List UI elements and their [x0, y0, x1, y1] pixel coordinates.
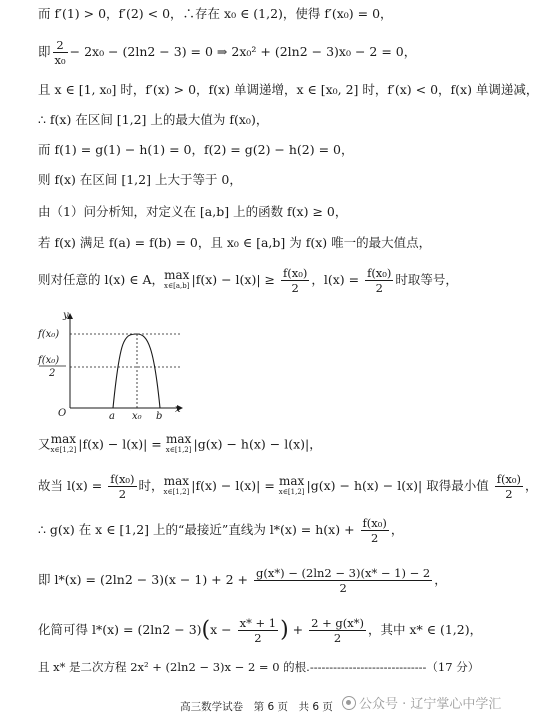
- line-text: − 2x₀ − (2ln2 − 3) = 0 ⇒ 2x₀² + (2ln2 − 3)x₀ − 2 = 0，: [69, 44, 417, 59]
- fraction-fx0-over-2: $\frac{\text{f(x₀)}}{2}$: [367, 266, 392, 295]
- solution-line-3: [38, 82, 538, 98]
- solution-line-12: [38, 516, 501, 545]
- line-text: 又: [38, 436, 51, 452]
- line-text: ∴ g(x) 在 x ∈ [1,2] 上的“最接近”直线为 l*(x) = h(x) +: [38, 522, 359, 537]
- max-operator-12: max x∈[1,2]: [50, 432, 77, 454]
- solution-line-1: [38, 6, 501, 22]
- right-paren: ): [280, 617, 289, 643]
- y-axis-label: y: [63, 310, 69, 321]
- line-text: ，l(x) =: [311, 272, 364, 287]
- max-operator-12: max x∈[1,2]: [278, 473, 305, 496]
- line-text: 且 x* 是二次方程 2x² + (2ln2 − 3)x − 2 = 0 的根.------------------------------（17 分）: [38, 660, 480, 674]
- fraction-2-plus-g-over-2: $\frac{2 + g(x*)}{2}$: [311, 616, 364, 645]
- line-text: ，其中 x* ∈ (1,2)，: [367, 622, 483, 637]
- line-text: 而 f′(1) > 0，f′(2) < 0，∴存在 x₀ ∈ (1,2)，使得 f′(x₀) = 0，: [38, 6, 393, 21]
- page-footer: 高三数学试卷 第 6 页 共 6 页: [180, 701, 333, 713]
- max-operator-12: max x∈[1,2]: [163, 473, 190, 496]
- line-text: 则 f(x) 在区间 [1,2] 上大于等于 0，: [38, 172, 242, 187]
- line-text: 若 f(x) 满足 f(a) = f(b) = 0，且 x₀ ∈ [a,b] 为 f(x) 唯一的最大值点，: [38, 235, 432, 250]
- solution-line-4: [38, 112, 501, 128]
- line-text: 即 l*(x) = (2ln2 − 3)(x − 1) + 2 +: [38, 572, 252, 587]
- solution-line-7: [38, 204, 501, 220]
- a-label: a: [109, 411, 115, 422]
- fraction-fx0-over-2: $\frac{\text{f(x₀)}}{2}$: [110, 472, 135, 501]
- parabola-curve: [113, 334, 160, 408]
- solution-line-10: [38, 434, 501, 456]
- fraction-fx0-over-2: $\frac{\text{f(x₀)}}{2}$: [496, 472, 522, 501]
- fraction-2-over-x0: $\frac{2}{\text{x₀}}$: [54, 38, 66, 67]
- line-text: 由（1）问分析知，对定义在 [a,b] 上的函数 f(x) ≥ 0，: [38, 204, 348, 219]
- line-text: 则对任意的 l(x) ∈ A，: [38, 272, 165, 287]
- wechat-logo-icon: [342, 696, 356, 710]
- watermark-text: 公众号 · 辽宁掌心中学汇: [359, 697, 502, 712]
- line-text: ，: [525, 478, 538, 493]
- max-operator-12: max x∈[1,2]: [165, 432, 192, 454]
- watermark: [342, 693, 501, 712]
- solution-line-14: [38, 616, 501, 645]
- solution-line-11: [38, 472, 538, 501]
- line-text: 故当 l(x) =: [38, 478, 107, 493]
- fraction-g-expression: $\frac{g(x*) - (2\ln 2 - 3)(x* - 1) - 2}{2}$: [256, 566, 431, 595]
- line-text: +: [288, 622, 308, 637]
- solution-line-6: [38, 172, 501, 188]
- solution-line-2: [38, 38, 501, 67]
- line-text: 化简可得 l*(x) = (2ln2 − 3): [38, 622, 202, 637]
- origin-label: O: [58, 408, 67, 419]
- line-text: 即: [38, 44, 51, 59]
- solution-line-8: [38, 235, 501, 251]
- line-text: x −: [210, 622, 236, 637]
- line-text: ，: [390, 522, 404, 537]
- line-text: |g(x) − h(x) − l(x)| 取得最小值: [306, 478, 493, 493]
- x-axis-label: x: [175, 404, 181, 415]
- solution-line-15: [38, 659, 501, 675]
- left-paren: (: [201, 617, 211, 643]
- line-text: |f(x) − l(x)| ≥: [191, 272, 279, 287]
- fraction-xstar-plus-1-over-2: $\frac{x* + 1}{2}$: [239, 616, 277, 645]
- line-text: ，: [434, 572, 447, 587]
- solution-line-5: [38, 142, 501, 158]
- solution-line-9: [38, 266, 501, 295]
- fx0-half-numerator: f(x₀): [38, 355, 60, 366]
- line-text: |g(x) − h(x) − l(x)|，: [193, 436, 322, 452]
- fx0-label: f(x₀): [38, 329, 60, 340]
- x0-label: x₀: [132, 411, 142, 422]
- max-operator-ab: max x∈[a,b]: [164, 267, 190, 290]
- solution-line-13: [38, 566, 501, 595]
- line-text: 时取等号，: [395, 272, 458, 287]
- b-label: b: [156, 411, 163, 422]
- line-text: |f(x) − l(x)| =: [78, 436, 166, 452]
- line-text: 且 x ∈ [1, x₀] 时，f′(x) > 0，f(x) 单调递增，x ∈ [x₀, 2] 时，f′(x) < 0，f(x) 单调递减，: [38, 82, 538, 97]
- line-text: ∴ f(x) 在区间 [1,2] 上的最大值为 f(x₀)，: [38, 112, 269, 127]
- fraction-fx0-over-2: $\frac{\text{f(x₀)}}{2}$: [283, 266, 308, 295]
- function-graph: [36, 308, 186, 420]
- fraction-fx0-over-2: $\frac{\text{f(x₀)}}{2}$: [362, 516, 387, 545]
- line-text: 时，: [138, 478, 164, 493]
- line-text: |f(x) − l(x)| =: [191, 478, 279, 493]
- line-text: 而 f(1) = g(1) − h(1) = 0，f(2) = g(2) − h(2) = 0，: [38, 142, 354, 157]
- fx0-half-denominator: 2: [49, 368, 56, 379]
